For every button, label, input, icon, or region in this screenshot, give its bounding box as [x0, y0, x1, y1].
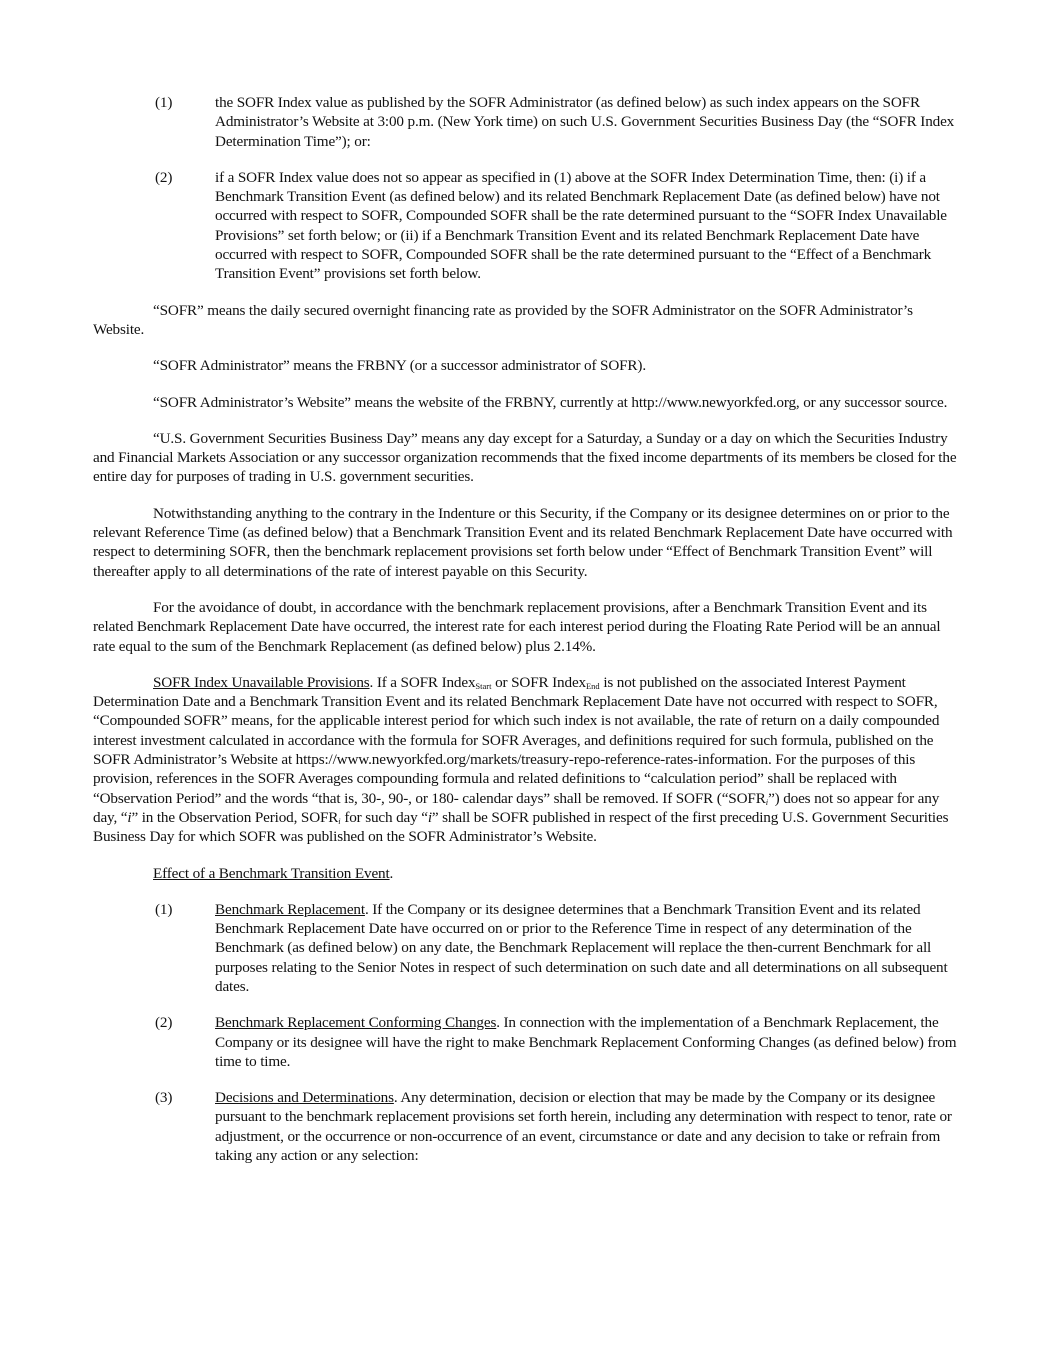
- paragraph-text: is not published on the associated Interest Payment Determination Date and a Benchmark Transition Event and its related Benchmark Replacement Date have not occurred with respect to SOFR, “Compounded SOFR” means, for the applicable interest period for which such index is not available, the rate of return on a daily compounded interest investment calculated in accordance with the formula for SOFR Averages, and definitions required for such formula, published on the SOFR Administrator’s Website at https://www.newyorkfed.org/markets/treasury-repo-reference-rates-information. For the purposes of this provision, references in the SOFR Averages compounding formula and related definitions to “calculation period” shall be replaced with “Observation Period” and the words “that is, 30-, 90-, or 180- calendar days” shall be removed. If SOFR (“SOFR: [93, 673, 940, 807]
- list-number: (2): [155, 168, 173, 186]
- paragraph-text: ” in the Observation Period, SOFR: [131, 808, 339, 826]
- italic-i: i: [427, 808, 432, 826]
- sofr-administrator-definition: “SOFR Administrator” means the FRBNY (or a successor administrator of SOFR).: [153, 357, 646, 375]
- subscript-end: End: [585, 680, 600, 691]
- list-number: (2): [155, 1014, 173, 1032]
- page-content: [93, 93, 965, 1182]
- effect-heading-period: .: [389, 864, 394, 882]
- subscript-i: i: [765, 796, 769, 807]
- list-text: the SOFR Index value as published by the SOFR Administrator (as defined below) as such index appears on the SOFR Administrator’s Website at 3:00 p.m. (New York time) on such U.S. Government Securities Business Day (the “SOFR Index Determination Time”); or:: [215, 94, 955, 150]
- item-title: Decisions and Determinations: [215, 1089, 394, 1107]
- item-title: Benchmark Replacement: [215, 900, 365, 918]
- item-body: . In connection with the implementation of a Benchmark Replacement, the Company or its designee will have the right to make Benchmark Replacement Conforming Changes (as defined below) from time to time.: [215, 1014, 957, 1070]
- list-text: if a SOFR Index value does not so appear as specified in (1) above at the SOFR Index Determination Time, then: (i) if a Benchmark Transition Event (as defined below) and its related Benchmark Replacement Date (as defined below) have not occurred with respect to SOFR, Compounded SOFR shall be the rate determined pursuant to the “SOFR Index Unavailable Provisions” set forth below; or (ii) if a Benchmark Transition Event and its related Benchmark Replacement Date have occurred with respect to SOFR, Compounded SOFR shall be the rate determined pursuant to the “Effect of a Benchmark Transition Event” provisions set forth below.: [215, 168, 947, 283]
- list-item-decisions: [93, 1088, 965, 1165]
- list-number: (1): [155, 94, 173, 111]
- avoidance-of-doubt-paragraph: For the avoidance of doubt, in accordance with the benchmark replacement provisions, after a Benchmark Transition Event and its related Benchmark Replacement Date have occurred, the interest rate for each interest period during the Floating Rate Period will be an annual rate equal to the sum of the Benchmark Replacement (as defined below) plus 2.14%.: [93, 598, 941, 655]
- subscript-start: Start: [475, 680, 492, 691]
- italic-i: i: [127, 808, 132, 826]
- list-number: (3): [155, 1089, 173, 1107]
- paragraph-text: for such day “: [340, 808, 428, 826]
- list-item-2: [93, 168, 965, 284]
- notwithstanding-paragraph: Notwithstanding anything to the contrary in the Indenture or this Security, if the Company or its designee determines on or prior to the relevant Reference Time (as defined below) that a Benchmark Transition Event and its related Benchmark Replacement Date have occurred with respect to determining SOFR, then the benchmark replacement provisions set forth below under “Effect of Benchmark Transition Event” will thereafter apply to all determinations of the rate of interest payable on this Security.: [93, 504, 953, 580]
- list-item-1: [93, 93, 965, 151]
- sofr-definition: “SOFR” means the daily secured overnight financing rate as provided by the SOFR Administrator on the SOFR Administrator’s Website.: [93, 301, 913, 338]
- paragraph-text: ”) does not so appear for any day, “: [93, 789, 940, 826]
- unavailable-provisions-heading: SOFR Index Unavailable Provisions: [153, 673, 370, 691]
- effect-section-heading: [93, 864, 965, 883]
- paragraph-text: ” shall be SOFR published in respect of the first preceding U.S. Government Securities Business Day for which SOFR was published on the SOFR Administrator’s Website.: [93, 808, 949, 846]
- list-item-benchmark-replacement: [93, 900, 965, 996]
- list-item-conforming-changes: [93, 1013, 965, 1071]
- item-body: . Any determination, decision or election that may be made by the Company or its designee pursuant to the benchmark replacement provisions set forth herein, including any determination with respect to tenor, rate or adjustment, or the occurrence or non-occurrence of an event, circumstance or date and any decision to take or refrain from taking any action or any selection:: [215, 1089, 952, 1165]
- item-body: . If the Company or its designee determines that a Benchmark Transition Event and its related Benchmark Replacement Date have occurred on or prior to the Reference Time in respect of any determination of the Benchmark (as defined below) on any date, the Benchmark Replacement will replace the then-current Benchmark for all purposes relating to the Senior Notes in respect of such determination on such date and all determinations on all subsequent dates.: [215, 900, 948, 995]
- list-text: [215, 900, 965, 996]
- item-title: Benchmark Replacement Conforming Changes: [215, 1014, 497, 1032]
- paragraph-text: . If a SOFR Index: [369, 673, 476, 691]
- business-day-definition: “U.S. Government Securities Business Day” means any day except for a Saturday, a Sunday or a day on which the Securities Industry and Financial Markets Association or any successor organization recommends that the fixed income departments of its members be closed for the entire day for purposes of trading in U.S. government securities.: [93, 429, 957, 486]
- sofr-website-definition: “SOFR Administrator’s Website” means the website of the FRBNY, currently at http://www.newyorkfed.org, or any successor source.: [153, 393, 948, 411]
- list-text: [215, 1013, 965, 1071]
- unavailable-provisions-paragraph: [93, 673, 965, 847]
- list-number: (1): [155, 900, 173, 918]
- effect-heading-text: Effect of a Benchmark Transition Event: [153, 864, 390, 882]
- list-text: [215, 1088, 965, 1165]
- paragraph-text: or SOFR Index: [491, 673, 586, 691]
- subscript-i: i: [338, 815, 341, 826]
